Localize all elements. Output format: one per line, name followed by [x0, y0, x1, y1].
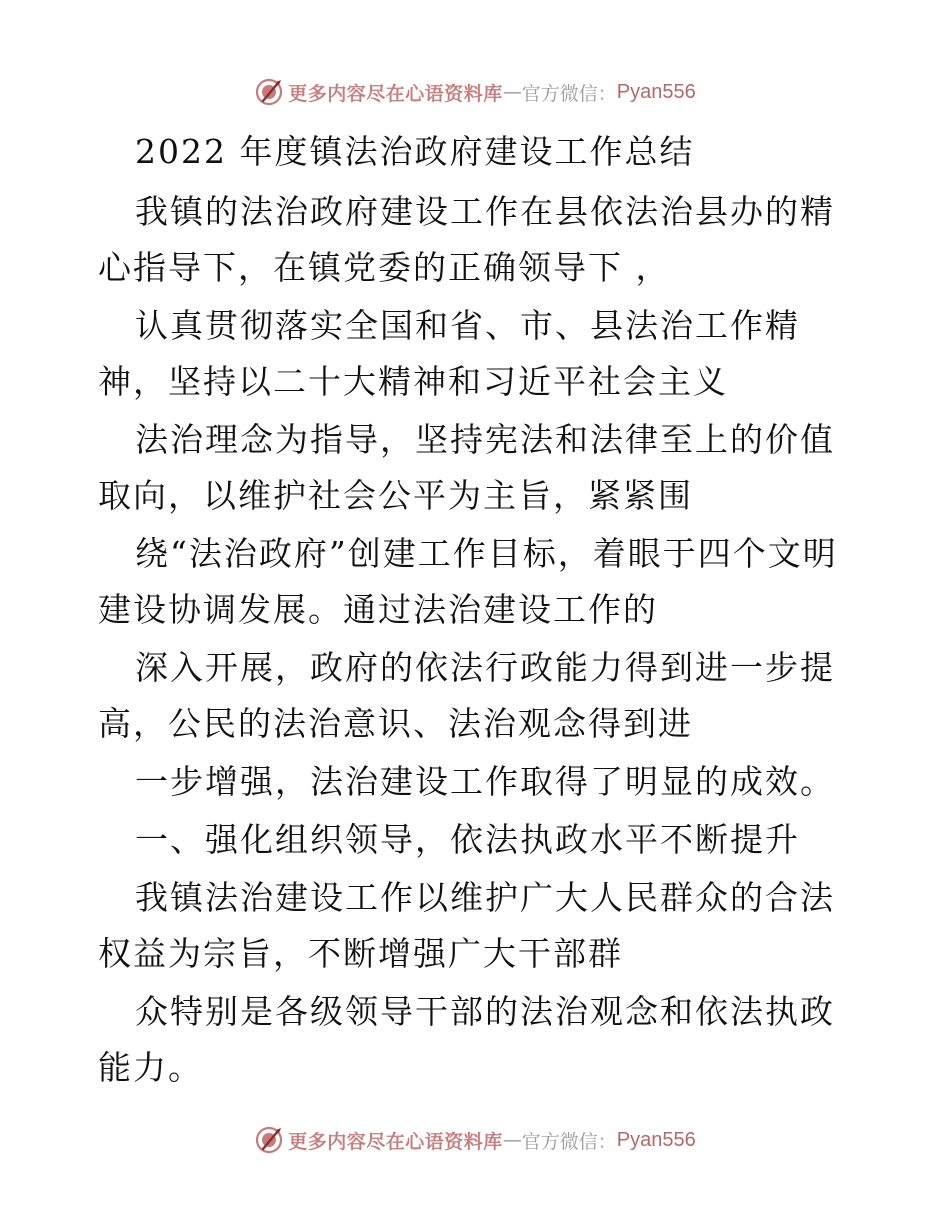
paragraph: 认真贯彻落实全国和省、市、县法治工作精神，坚持以二十大精神和习近平社会主义 [98, 306, 800, 401]
banner-wechat-id: Pyan556 [616, 1128, 696, 1151]
paragraph: 法治理念为指导，坚持宪法和法律至上的价值取向，以维护社会公平为主旨，紧紧围 [98, 420, 835, 515]
banner-wechat-label: 官方微信： [521, 1130, 617, 1153]
footer-banner [0, 1120, 950, 1160]
paragraph: 众特别是各级领导干部的法治观念和依法执政能力。 [98, 992, 835, 1087]
banner-text: 更多内容尽在心语资料库 [288, 1130, 503, 1153]
banner-wechat-label: 官方微信： [521, 82, 617, 105]
paragraph: 我镇的法治政府建设工作在县依法治县办的精心指导下，在镇党委的正确领导下 ， [98, 192, 835, 287]
document-title: 2022 年度镇法治政府建设工作总结 [135, 132, 695, 171]
paragraph: 绕“法治政府”创建工作目标，着眼于四个文明建设协调发展。通过法治建设工作的 [98, 534, 838, 629]
paragraph: 深入开展，政府的依法行政能力得到进一步提高，公民的法治意识、法治观念得到进 [98, 648, 835, 743]
banner-text: 更多内容尽在心语资料库 [288, 82, 503, 105]
paragraph: 一步增强，法治建设工作取得了明显的成效。 [135, 762, 835, 801]
quill-logo-icon [254, 77, 284, 107]
section-heading: 一、强化组织领导，依法执政水平不断提升 [135, 820, 800, 859]
banner-separator: — [502, 81, 522, 103]
document-body [98, 124, 858, 1098]
paragraph: 我镇法治建设工作以维护广大人民群众的合法权益为宗旨，不断增强广大干部群 [98, 878, 835, 973]
banner-wechat-id: Pyan556 [616, 80, 696, 103]
banner-separator: — [502, 1129, 522, 1151]
quill-logo-icon [254, 1125, 284, 1155]
header-banner [0, 72, 950, 112]
